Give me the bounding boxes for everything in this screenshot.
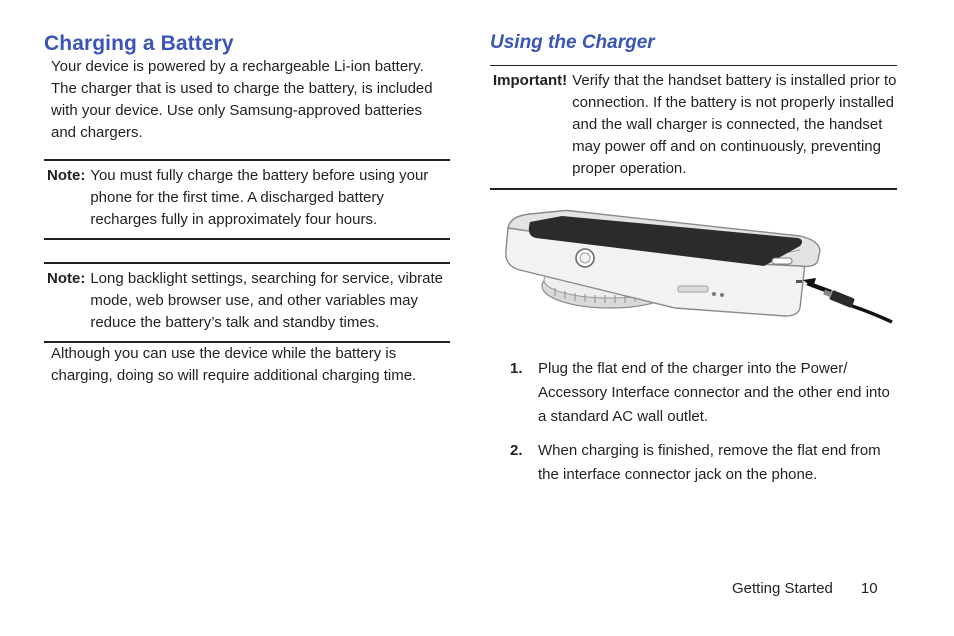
list-item <box>490 357 897 429</box>
phone-charging-illustration <box>500 208 895 328</box>
section-title-charging: Charging a Battery <box>44 32 234 55</box>
footer-section: Getting Started <box>732 580 833 597</box>
page-number: 10 <box>860 580 878 597</box>
note-text: Long backlight settings, searching for service, vibrate mode, web browser use, and other variables may reduce the battery’s talk and standby times. <box>90 270 444 331</box>
note-label: Note: <box>47 167 86 184</box>
note-label: Note: <box>47 270 86 287</box>
important-text: Verify that the handset battery is installed prior to connection. If the battery is not properly installed and the wall charger is connected, the handset may power off and on continuously, preventing proper operation. <box>572 72 897 177</box>
section-title-charger: Using the Charger <box>490 32 655 53</box>
left-column <box>44 32 450 387</box>
note-box <box>44 159 450 240</box>
closing-paragraph: Although you can use the device while the battery is charging, doing so will require additional charging time. <box>51 345 417 384</box>
step-text: When charging is finished, remove the flat end from the interface connector jack on the phone. <box>538 442 881 483</box>
step-number: 2. <box>510 442 523 459</box>
page-footer <box>732 578 878 600</box>
step-number: 1. <box>510 360 523 377</box>
intro-paragraph: Your device is powered by a rechargeable Li-ion battery. The charger that is used to charge the battery, is included with your device. Use only Samsung-approved batteries and chargers. <box>51 58 433 141</box>
note-text: You must fully charge the battery before using your phone for the first time. A discharged battery recharges fully in approximately four hours. <box>90 167 429 228</box>
right-column <box>490 32 897 497</box>
important-box <box>490 65 897 190</box>
step-text: Plug the flat end of the charger into the Power/ Accessory Interface connector and the other end into a standard AC wall outlet. <box>538 360 890 425</box>
important-label: Important! <box>493 72 568 89</box>
list-item <box>490 439 897 487</box>
steps-list <box>490 357 897 487</box>
note-box <box>44 262 450 343</box>
